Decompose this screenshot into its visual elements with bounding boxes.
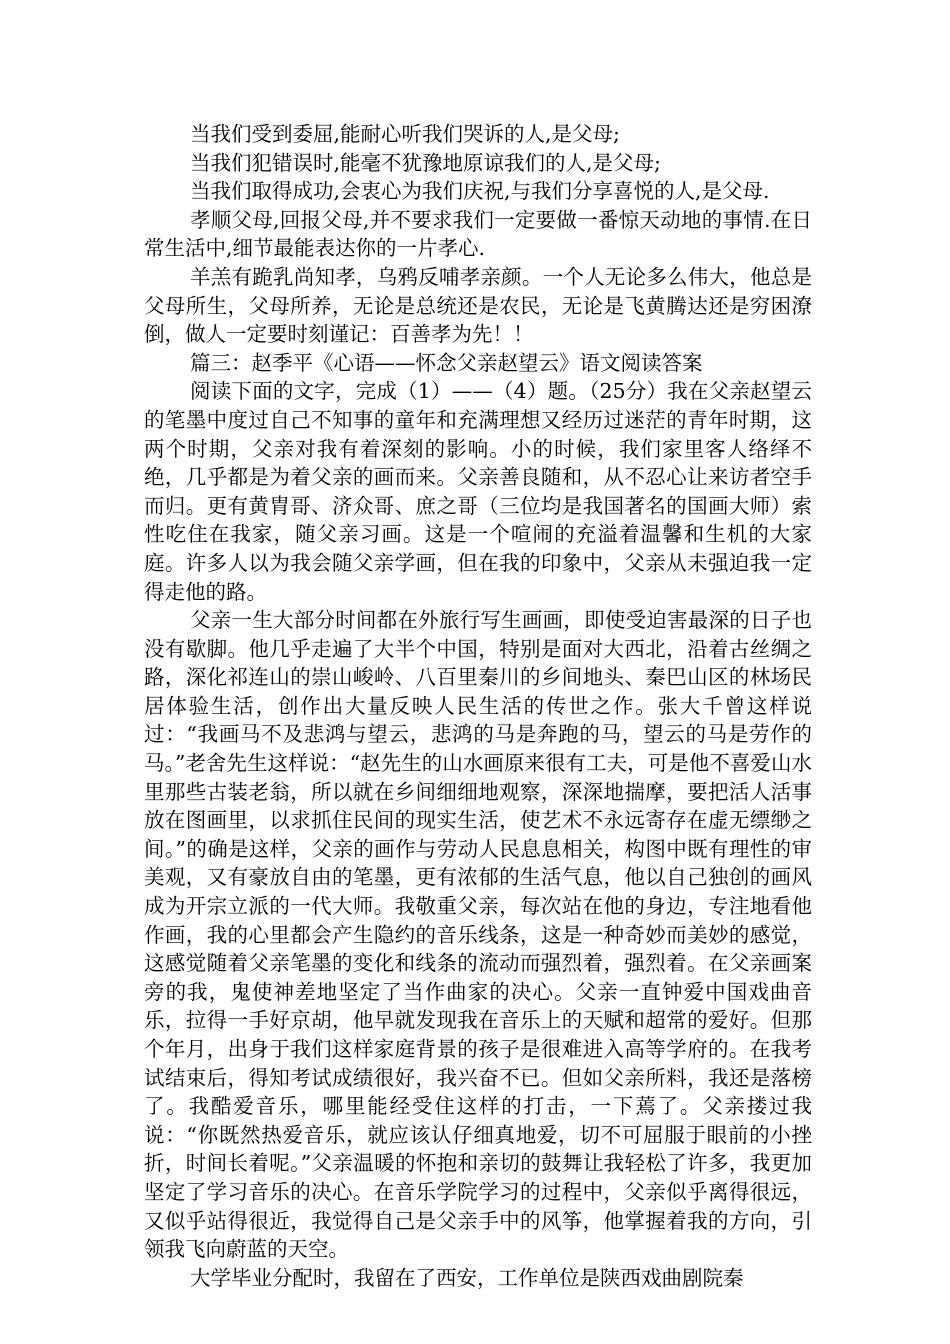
paragraph: 羊羔有跪乳尚知孝，乌鸦反哺孝亲颜。一个人无论多么伟大，他总是父母所生，父母所养，无论是总统还是农民，无论是飞黄腾达还是穷困潦倒，做人一定要时刻谨记：百善孝为先！！ — [144, 264, 812, 347]
document-body — [144, 120, 812, 1292]
section-heading: 篇三：赵季平《心语——怀念父亲赵望云》语文阅读答案 — [190, 350, 703, 375]
paragraph: 当我们受到委屈,能耐心听我们哭诉的人,是父母; — [190, 122, 620, 146]
paragraph: 孝顺父母,回报父母,并不要求我们一定要做一番惊天动地的事情.在日常生活中,细节最能表达你的一片孝心. — [144, 207, 812, 261]
paragraph: 大学毕业分配时，我留在了西安，工作单位是陕西戏曲剧院秦 — [190, 1265, 744, 1290]
paragraph: 阅读下面的文字，完成（1）——（4）题。（25分）我在父亲赵望云的笔墨中度过自己不知事的童年和充满理想又经历过迷茫的青年时期，这两个时期，父亲对我有着深刻的影响。小的时候，我们家里客人络绎不绝，几乎都是为着父亲的画而来。父亲善良随和，从不忍心让来访者空手而归。更有黄胄哥、济众哥、庶之哥（三位均是我国著名的国画大师）索性吃住在我家，随父亲习画。这是一个喧闹的充溢着温馨和生机的大家庭。许多人以为我会随父亲学画，但在我的印象中，父亲从未强迫我一定得走他的路。 — [144, 379, 812, 604]
paragraph: 当我们取得成功,会衷心为我们庆祝,与我们分享喜悦的人,是父母. — [190, 179, 770, 204]
paragraph: 父亲一生大部分时间都在外旅行写生画画，即使受迫害最深的日子也没有歇脚。他几乎走遍了大半个中国，特别是面对大西北，沿着古丝绸之路，深化祁连山的崇山峻岭、八百里秦川的乡间地头、秦巴山区的林场民居体验生活，创作出大量反映人民生活的传世之作。张大千曾这样说过：“我画马不及悲鸿与望云，悲鸿的马是奔跑的马，望云的马是劳作的马。”老舍先生这样说：“赵先生的山水画原来很有工夫，可是他不喜爱山水里那些古装老翁，所以就在乡间细细地观察，深深地揣摩，要把活人活事放在图画里，以求抓住民间的现实生活，使艺术不永远寄存在虚无缥缈之间。”的确是这样，父亲的画作与劳动人民息息相关，构图中既有理性的审美观，又有豪放自由的笔墨，更有浓郁的生活气息，他以自己独创的画风成为开宗立派的一代大师。我敬重父亲，每次站在他的身边，专注地看他作画，我的心里都会产生隐约的音乐线条，这是一种奇妙而美妙的感觉，这感觉随着父亲笔墨的变化和线条的流动而强烈着，强烈着。在父亲画案旁的我，鬼使神差地坚定了当作曲家的决心。父亲一直钟爱中国戏曲音乐，拉得一手好京胡，他早就发现我在音乐上的天赋和超常的爱好。但那个年月，出身于我们这样家庭背景的孩子是很难进入高等学府的。在我考试结束后，得知考试成绩很好，我兴奋不已。但如父亲所料，我还是落榜了。我酷爱音乐，哪里能经受住这样的打击，一下蔫了。父亲搂过我说：“你既然热爱音乐，就应该认仔细真地爱，切不可屈服于眼前的小挫折，时间长着呢。”父亲温暖的怀抱和亲切的鼓舞让我轻松了许多，我更加坚定了学习音乐的决心。在音乐学院学习的过程中，父亲似乎离得很远，又似乎站得很近，我觉得自己是父亲手中的风筝，他掌握着我的方向，引领我飞向蔚蓝的天空。 — [144, 608, 812, 1262]
paragraph: 当我们犯错误时,能毫不犹豫地原谅我们的人,是父母; — [190, 150, 661, 175]
